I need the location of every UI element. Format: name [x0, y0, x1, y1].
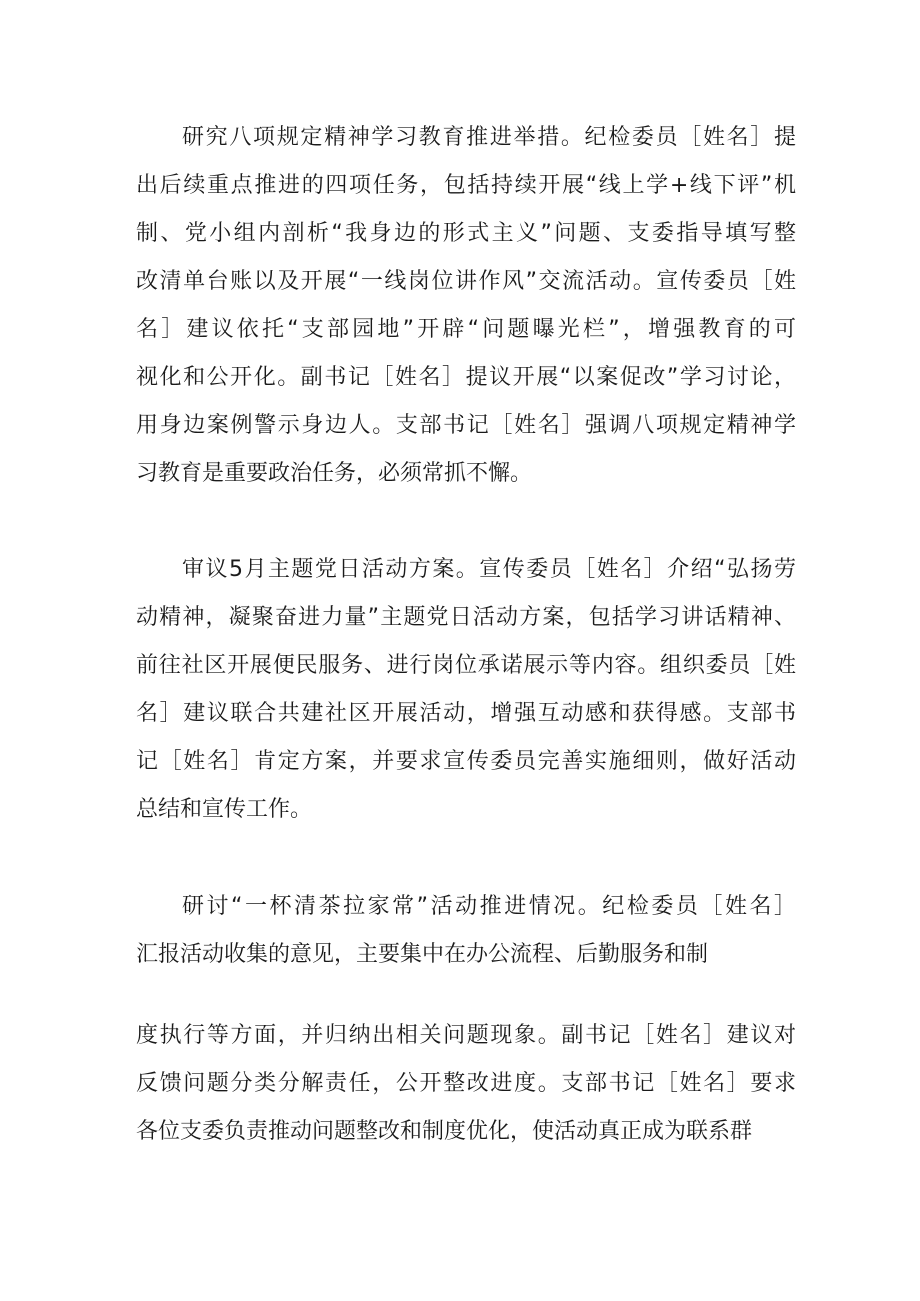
text-line: 动精神，凝聚奋进力量”主题党日活动方案，包括学习讲话精神、: [136, 605, 796, 630]
paragraph-may-party-day-plan: [136, 546, 796, 834]
text-line: 总结和宣传工作。: [136, 797, 313, 822]
text-line: 制、党小组内剖析“我身边的形式主义”问题、支委指导填写整: [136, 221, 796, 246]
text-line: 视化和公开化。副书记［姓名］提议开展“以案促改”学习讨论，: [136, 365, 796, 390]
text-line: 出后续重点推进的四项任务，包括持续开展“线上学+线下评”机: [136, 173, 796, 198]
text-line: 习教育是重要政治任务，必须常抓不懈。: [136, 461, 533, 486]
text-line: 研讨“一杯清茶拉家常”活动推进情况。纪检委员［姓名］: [182, 894, 796, 919]
text-line: 用身边案例警示身边人。支部书记［姓名］强调八项规定精神学: [136, 413, 796, 438]
paragraph-tea-chat-activity-continued: [136, 1012, 796, 1156]
paragraph-tea-chat-activity: [136, 883, 796, 979]
text-line: 汇报活动收集的意见，主要集中在办公流程、后勤服务和制: [136, 942, 709, 967]
text-line: 度执行等方面，并归纳出相关问题现象。副书记［姓名］建议对: [136, 1023, 796, 1048]
paragraph-eight-rules-study: [136, 114, 796, 498]
text-line: 各位支委负责推动问题整改和制度优化，使活动真正成为联系群: [136, 1119, 753, 1144]
text-line: 反馈问题分类分解责任，公开整改进度。支部书记［姓名］要求: [136, 1071, 796, 1096]
text-line: 审议5月主题党日活动方案。宣传委员［姓名］介绍“弘扬劳: [182, 557, 796, 582]
text-line: 研究八项规定精神学习教育推进举措。纪检委员［姓名］提: [182, 125, 796, 150]
text-line: 改清单台账以及开展“一线岗位讲作风”交流活动。宣传委员［姓: [136, 269, 796, 294]
text-line: 记［姓名］肯定方案，并要求宣传委员完善实施细则，做好活动: [136, 749, 796, 774]
text-line: 前往社区开展便民服务、进行岗位承诺展示等内容。组织委员［姓: [136, 653, 796, 678]
text-line: 名］建议依托“支部园地”开辟“问题曝光栏”，增强教育的可: [136, 317, 796, 342]
text-line: 名］建议联合共建社区开展活动，增强互动感和获得感。支部书: [136, 701, 796, 726]
